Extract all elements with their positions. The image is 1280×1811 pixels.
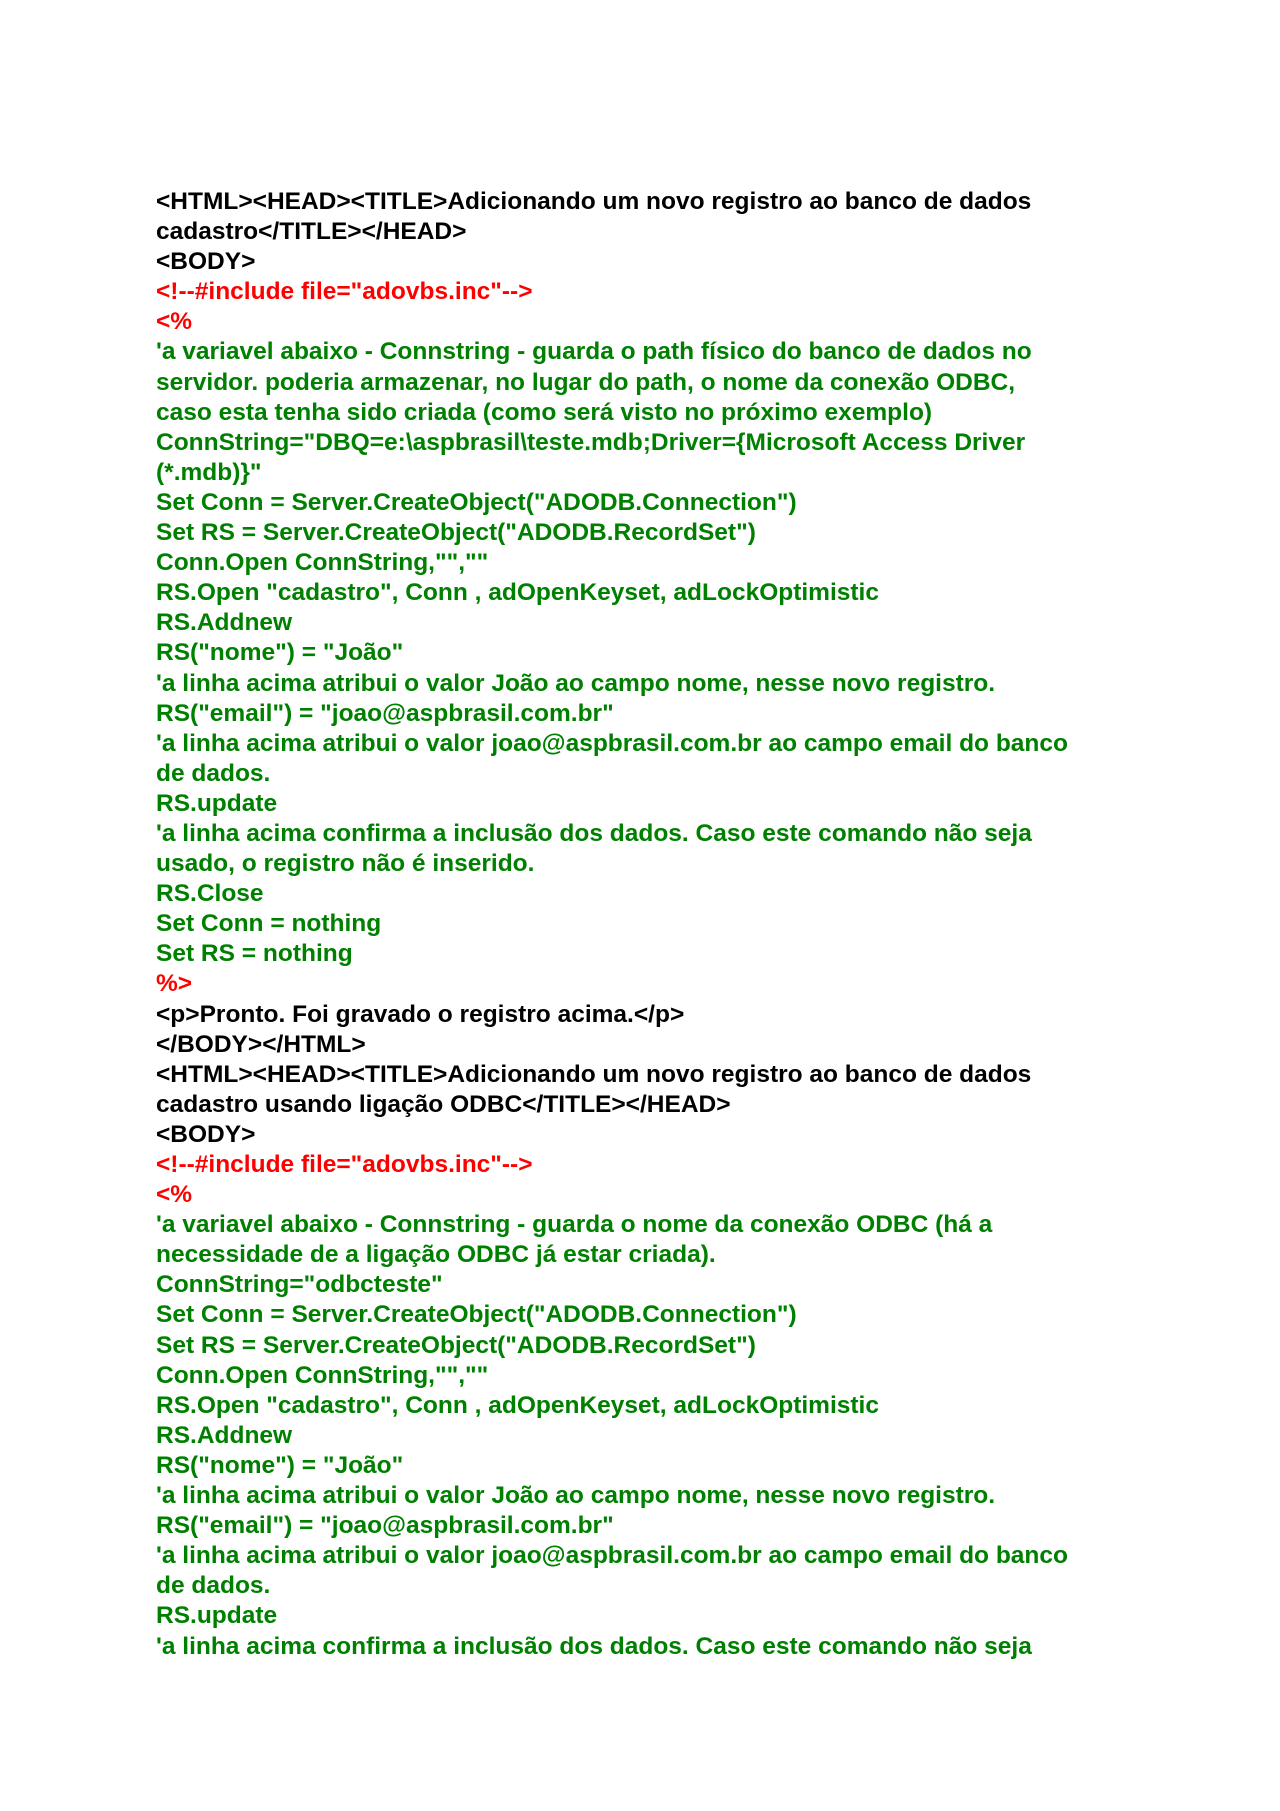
code-line: RS.update xyxy=(156,789,278,817)
code-line: <p>Pronto. Foi gravado o registro acima.</p> xyxy=(156,1000,685,1028)
code-line: Conn.Open ConnString,"","" xyxy=(156,549,489,577)
code-line: <BODY> xyxy=(156,248,256,276)
code-line: RS.Close xyxy=(156,880,264,908)
code-line: RS.update xyxy=(156,1602,278,1630)
code-line: <!--#include file="adovbs.inc"--> xyxy=(156,1151,533,1178)
code-line: ConnString="DBQ=e:\aspbrasil\teste.mdb;Driver={Microsoft Access Driver xyxy=(156,428,1026,456)
code-line: 'a linha acima atribui o valor joao@aspbrasil.com.br ao campo email do banco xyxy=(156,1542,1068,1570)
code-line: RS("nome") = "João" xyxy=(156,1451,404,1479)
code-line: </BODY></HTML> xyxy=(156,1030,366,1058)
code-line: %> xyxy=(156,970,193,998)
code-line: Set Conn = Server.CreateObject("ADODB.Connection") xyxy=(156,488,797,516)
code-line: Set Conn = nothing xyxy=(156,910,382,938)
code-line: <% xyxy=(156,1181,193,1209)
code-line: cadastro</TITLE></HEAD> xyxy=(156,218,467,246)
code-line: cadastro usando ligação ODBC</TITLE></HEAD> xyxy=(156,1090,731,1118)
code-line: RS("email") = "joao@aspbrasil.com.br" xyxy=(156,699,614,727)
code-line: Set RS = nothing xyxy=(156,940,353,968)
code-line: 'a linha acima atribui o valor João ao campo nome, nesse novo registro. xyxy=(156,669,996,697)
code-line: RS("nome") = "João" xyxy=(156,639,404,667)
code-line: RS("email") = "joao@aspbrasil.com.br" xyxy=(156,1512,614,1540)
code-line: Set RS = Server.CreateObject("ADODB.RecordSet") xyxy=(156,519,756,547)
code-line: RS.Addnew xyxy=(156,1421,293,1449)
code-line: caso esta tenha sido criada (como será visto no próximo exemplo) xyxy=(156,398,933,426)
code-line: RS.Addnew xyxy=(156,609,293,637)
code-line: RS.Open "cadastro", Conn , adOpenKeyset, adLockOptimistic xyxy=(156,579,879,607)
code-line: Set RS = Server.CreateObject("ADODB.RecordSet") xyxy=(156,1331,756,1359)
code-line: <HTML><HEAD><TITLE>Adicionando um novo registro ao banco de dados xyxy=(156,188,1032,215)
code-line: ConnString="odbcteste" xyxy=(156,1271,443,1299)
code-line: <BODY> xyxy=(156,1120,256,1148)
code-line: 'a linha acima atribui o valor João ao campo nome, nesse novo registro. xyxy=(156,1482,996,1510)
code-line: <!--#include file="adovbs.inc"--> xyxy=(156,278,533,306)
code-line: <% xyxy=(156,308,193,336)
code-line: de dados. xyxy=(156,1572,271,1600)
document-page xyxy=(156,187,1156,1662)
code-line: RS.Open "cadastro", Conn , adOpenKeyset, adLockOptimistic xyxy=(156,1391,879,1419)
code-line: de dados. xyxy=(156,759,271,787)
code-line: (*.mdb)}" xyxy=(156,458,262,486)
code-line: 'a linha acima confirma a inclusão dos dados. Caso este comando não seja xyxy=(156,819,1032,847)
code-line: 'a variavel abaixo - Connstring - guarda o path físico do banco de dados no xyxy=(156,338,1032,366)
code-line: 'a linha acima confirma a inclusão dos dados. Caso este comando não seja xyxy=(156,1632,1032,1660)
code-line: 'a variavel abaixo - Connstring - guarda o nome da conexão ODBC (há a xyxy=(156,1211,993,1239)
code-line: Set Conn = Server.CreateObject("ADODB.Connection") xyxy=(156,1301,797,1329)
code-line: <HTML><HEAD><TITLE>Adicionando um novo registro ao banco de dados xyxy=(156,1060,1032,1088)
code-line: necessidade de a ligação ODBC já estar criada). xyxy=(156,1241,716,1269)
code-line: servidor. poderia armazenar, no lugar do path, o nome da conexão ODBC, xyxy=(156,368,1016,396)
code-line: 'a linha acima atribui o valor joao@aspbrasil.com.br ao campo email do banco xyxy=(156,729,1068,757)
code-line: usado, o registro não é inserido. xyxy=(156,850,535,878)
code-line: Conn.Open ConnString,"","" xyxy=(156,1361,489,1389)
